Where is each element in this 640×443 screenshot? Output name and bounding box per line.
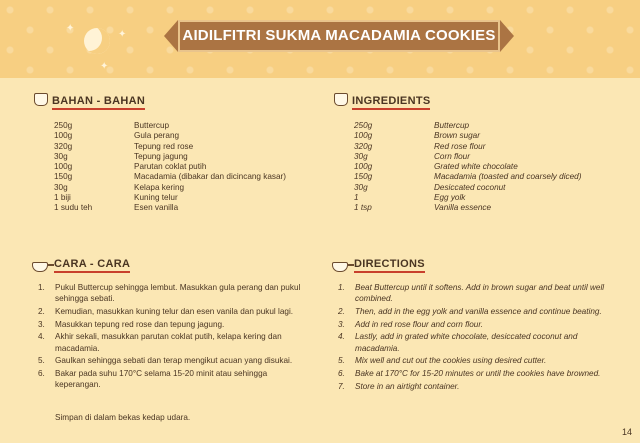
ingredient-name: Red rose flour	[434, 141, 486, 151]
ingredient-row	[54, 193, 286, 203]
ingredient-name: Macadamia (dibakar dan dicincang kasar)	[134, 172, 287, 182]
step-item	[38, 368, 303, 390]
ingredient-name: Vanilla essence	[434, 203, 492, 213]
step-text: Gaulkan sehingga sebati dan terap mengikut acuan yang disukai.	[55, 356, 293, 366]
ingredient-row	[354, 131, 581, 141]
step-text: Akhir sekali, masukkan parutan coklat putih, kelapa kering dan macadamia.	[55, 332, 282, 353]
step-item	[338, 282, 613, 304]
ingredient-row	[354, 121, 581, 131]
step-item	[38, 331, 303, 353]
ingredient-name: Egg yolk	[434, 193, 466, 203]
step-text: Lastly, add in grated white chocolate, desiccated coconut and macadamia.	[355, 332, 578, 353]
step-text: Beat Buttercup until it softens. Add in brown sugar and beat until well combined.	[355, 283, 605, 304]
ingredient-row	[54, 121, 286, 131]
step-number: 4.	[338, 332, 345, 342]
mixing-jar-icon	[34, 93, 48, 106]
ingredient-name: Grated white chocolate	[434, 162, 518, 172]
ingredient-row	[354, 162, 581, 172]
step-number: 3.	[338, 319, 345, 329]
ingredient-amount: 1 tsp	[354, 203, 372, 213]
star-icon: ✦	[66, 23, 75, 34]
ingredient-name: Tepung jagung	[134, 151, 188, 161]
step-text: Mix well and cut out the cookies using desired cutter.	[355, 356, 547, 366]
step-number: 3.	[38, 319, 45, 329]
ingredient-amount: 30g	[354, 182, 368, 192]
step-item	[338, 319, 613, 330]
step-number: 6.	[38, 368, 45, 378]
step-number: 1.	[338, 283, 345, 292]
ingredient-amount: 100g	[54, 162, 73, 172]
ingredients-table	[354, 121, 581, 214]
ingredient-amount: 150g	[54, 172, 73, 182]
page-number: 14	[621, 427, 632, 437]
ingredient-row	[354, 183, 581, 193]
ingredient-row	[54, 152, 286, 162]
step-number: 2.	[338, 306, 345, 316]
step-item	[338, 368, 613, 379]
step-text: Kemudian, masukkan kuning telur dan esen vanila dan pukul lagi.	[55, 306, 294, 316]
ingredient-name: Kuning telur	[134, 193, 178, 203]
crescent-moon-icon	[84, 28, 110, 54]
directions-steps	[338, 282, 613, 393]
step-item	[38, 355, 303, 366]
ingredient-amount: 250g	[354, 121, 373, 130]
cara-heading: CARA - CARA	[54, 258, 130, 273]
ingredient-row	[54, 183, 286, 193]
ingredient-row	[354, 193, 581, 203]
step-item	[338, 331, 613, 353]
ingredient-row	[354, 142, 581, 152]
step-item	[38, 282, 303, 304]
step-text: Bake at 170°C for 15-20 minutes or until the cookies have browned.	[355, 368, 601, 378]
ingredient-amount: 320g	[354, 141, 373, 151]
step-item	[338, 355, 613, 366]
ingredient-row	[54, 131, 286, 141]
step-item	[38, 306, 303, 317]
page-title: AIDILFITRI SUKMA MACADAMIA COOKIES	[178, 20, 500, 52]
step-number: 7.	[338, 381, 345, 391]
directions-heading: DIRECTIONS	[354, 258, 425, 273]
step-text: Masukkan tepung red rose dan tepung jagung.	[55, 319, 225, 329]
ingredient-name: Tepung red rose	[134, 141, 194, 151]
header-pattern	[0, 0, 640, 78]
ingredient-row	[354, 152, 581, 162]
cara-steps	[38, 282, 303, 392]
ingredient-amount: 320g	[54, 141, 73, 151]
ingredient-name: Parutan coklat putih	[134, 162, 207, 172]
ingredient-name: Macadamia (toasted and coarsely diced)	[434, 172, 582, 182]
star-icon: ✦	[118, 29, 127, 40]
cara-extra-note: Simpan di dalam bekas kedap udara.	[55, 413, 191, 422]
step-text: Add in red rose flour and corn flour.	[355, 319, 484, 329]
ingredient-amount: 30g	[354, 151, 368, 161]
ingredient-name: Desiccated coconut	[434, 182, 506, 192]
step-text: Bakar pada suhu 170°C selama 15-20 minit atau sehingga keperangan.	[55, 368, 268, 390]
ingredient-name: Buttercup	[434, 121, 470, 130]
step-number: 4.	[38, 332, 45, 342]
ingredient-amount: 1 sudu teh	[54, 203, 93, 213]
ingredient-amount: 1	[354, 193, 359, 203]
step-number: 5.	[38, 356, 45, 366]
cooking-pot-icon	[32, 262, 48, 272]
ingredient-name: Brown sugar	[434, 131, 480, 141]
ingredient-amount: 30g	[54, 182, 68, 192]
ingredient-amount: 150g	[354, 172, 373, 182]
step-item	[338, 381, 613, 392]
ingredient-name: Esen vanilla	[134, 203, 179, 213]
ingredient-row	[54, 172, 286, 182]
ingredient-row	[354, 172, 581, 182]
step-number: 2.	[38, 306, 45, 316]
ingredient-row	[54, 203, 286, 213]
cooking-pot-icon	[332, 262, 348, 272]
ingredient-row	[354, 203, 581, 213]
bahan-heading: BAHAN - BAHAN	[52, 95, 145, 110]
ingredient-row	[54, 162, 286, 172]
bahan-table	[54, 121, 286, 214]
ingredient-amount: 100g	[54, 131, 73, 141]
mixing-jar-icon	[334, 93, 348, 106]
ingredient-name: Kelapa kering	[134, 182, 185, 192]
ingredient-amount: 100g	[354, 162, 373, 172]
step-number: 5.	[338, 356, 345, 366]
step-item	[38, 319, 303, 330]
step-text: Store in an airtight container.	[355, 381, 460, 391]
ingredient-row	[54, 142, 286, 152]
ingredient-name: Buttercup	[134, 121, 170, 130]
ingredient-name: Gula perang	[134, 131, 180, 141]
ingredients-heading: INGREDIENTS	[352, 95, 430, 110]
ingredient-amount: 250g	[54, 121, 73, 130]
ingredient-amount: 100g	[354, 131, 373, 141]
ingredient-name: Corn flour	[434, 151, 470, 161]
step-number: 6.	[338, 368, 345, 378]
step-text: Then, add in the egg yolk and vanilla essence and continue beating.	[355, 306, 602, 316]
step-text: Pukul Buttercup sehingga lembut. Masukkan gula perang dan pukul sehingga sebati.	[55, 283, 301, 304]
step-item	[338, 306, 613, 317]
step-number: 1.	[38, 283, 45, 292]
ingredient-amount: 1 biji	[54, 193, 71, 203]
ingredient-amount: 30g	[54, 151, 68, 161]
star-icon: ✦	[100, 61, 109, 72]
